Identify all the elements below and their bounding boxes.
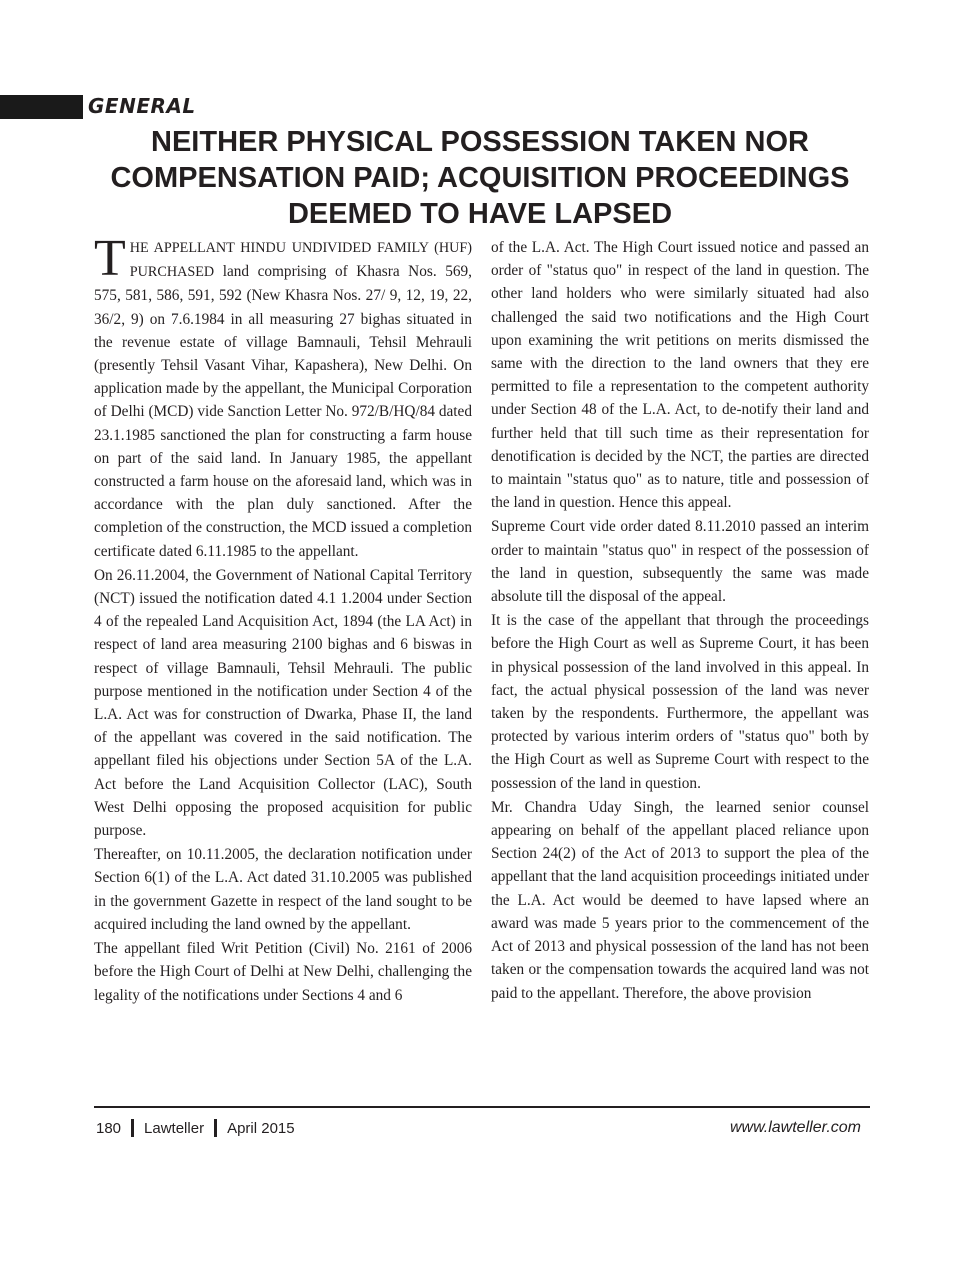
headline-line-3: DEEMED TO HAVE LAPSED	[287, 198, 673, 230]
paragraph-4: The appellant filed Writ Petition (Civil) No. 2161 of 2006 before the High Court of Delhi at New Delhi, challenging the legality of the notifications under Sections 4 and 6	[94, 940, 472, 1004]
website-url: www.lawteller.com	[730, 1119, 861, 1136]
paragraph-7: It is the case of the appellant that through the proceedings before the High Court as well as Supreme Court, it has been in physical possession of the land involved in this appeal. In fact, the actual physical possession of the land was never taken by the respondents. Furthermore, the appellant was protected by various interim orders of "status quo" both by the High Court as well as Supreme Court with respect to the possession of the land in question.	[491, 612, 869, 792]
drop-cap: T	[94, 230, 126, 287]
footer-info	[96, 1119, 295, 1137]
article-column-left	[94, 230, 472, 1008]
page-number: 180	[96, 1119, 122, 1137]
section-bar	[0, 95, 83, 119]
lead-text: land comprising of Khasra Nos. 569, 575, 581, 586, 591, 592 (New Khasra Nos. 27/ 9, 12, 19, 22, 36/2, 9) on 7.6.1984 in all measuring 27 bighas situated in the revenue estate of village Bamnauli, Tehsil Mehrauli (presently Tehsil Vasant Vihar, Kapashera), New Delhi. On application made by the appellant, the Municipal Corporation of Delhi (MCD) vide Sanction Letter No. 972/B/HQ/84 dated 23.1.1985 sanctioned the plan for constructing a farm house on part of the said land. In January 1985, the appellant constructed a farm house on the aforesaid land, which was in accordance with the plan duly sanctioned. After the completion of the construction, the MCD issued a completion certificate dated 6.11.1985 to the appellant.	[94, 263, 472, 560]
paragraph-6: Supreme Court vide order dated 8.11.2010 passed an interim order to maintain "status quo" in respect of the possession of the land in question, subsequently the same was made absolute till the disposal of the appeal.	[491, 518, 869, 606]
footer-separator	[214, 1119, 217, 1137]
publication-name: Lawteller	[144, 1119, 205, 1137]
section-label: GENERAL	[88, 94, 196, 118]
footer-rule	[94, 1106, 870, 1108]
article-headline	[60, 124, 900, 232]
lead-paragraph	[94, 230, 472, 563]
paragraph-8: Mr. Chandra Uday Singh, the learned senior counsel appearing on behalf of the appellant placed reliance upon Section 24(2) of the Act of 2013 to support the plea of the appellant that the land acquisition proceedings initiated under the L.A. Act would be deemed to have lapsed where an award was made 5 years prior to the commencement of the Act of 2013 and physical possession of the land has not been taken or the compensation towards the acquired land was not paid to the appellant. Therefore, the above provision	[491, 798, 869, 1002]
issue-date: April 2015	[227, 1119, 295, 1137]
headline-line-1: NEITHER PHYSICAL POSSESSION TAKEN NOR	[151, 126, 809, 158]
lead-caps-text: HE APPELLANT HINDU UNDIVIDED FAMILY (HUF) PURCHASED	[129, 240, 472, 281]
footer-separator	[131, 1119, 134, 1137]
paragraph-5: of the L.A. Act. The High Court issued notice and passed an order of "status quo" in respect of the land in question. The other land holders who were similarly situated had also challenged the said two notifications and the High Court upon examining the writ petitions on merits dismissed the same with the direction to the land owners that they ere permitted to file a representation to the competent authority under Section 48 of the L.A. Act, to de-notify their land and further held that till such time as their representation for denotification is decided by the NCT, the parties are directed to maintain "status quo" as to nature, title and possession of the land in question. Hence this appeal.	[491, 239, 869, 512]
article-column-right	[491, 236, 869, 1006]
paragraph-3: Thereafter, on 10.11.2005, the declaration notification under Section 6(1) of the L.A. Act dated 31.10.2005 was published in the government Gazette in respect of the land sought to be acquired including the land owned by the appellant.	[94, 846, 472, 933]
headline-line-2: COMPENSATION PAID; ACQUISITION PROCEEDINGS	[110, 162, 850, 194]
paragraph-2: On 26.11.2004, the Government of National Capital Territory (NCT) issued the notification dated 4.1 1.2004 under Section 4 of the repealed Land Acquisition Act, 1894 (the LA Act) in respect of land area measuring 2100 bighas and 6 biswas in respect of village Bamnauli, Tehsil Mehrauli. The public purpose mentioned in the notification under Section 4 of the L.A. Act was for construction of Dwarka, Phase II, the land of the appellant was covered in the said notification. The appellant filed his objections under Section 5A of the L.A. Act before the Land Acquisition Collector (LAC), South West Delhi opposing the proposed acquisition for public purpose.	[94, 566, 472, 840]
